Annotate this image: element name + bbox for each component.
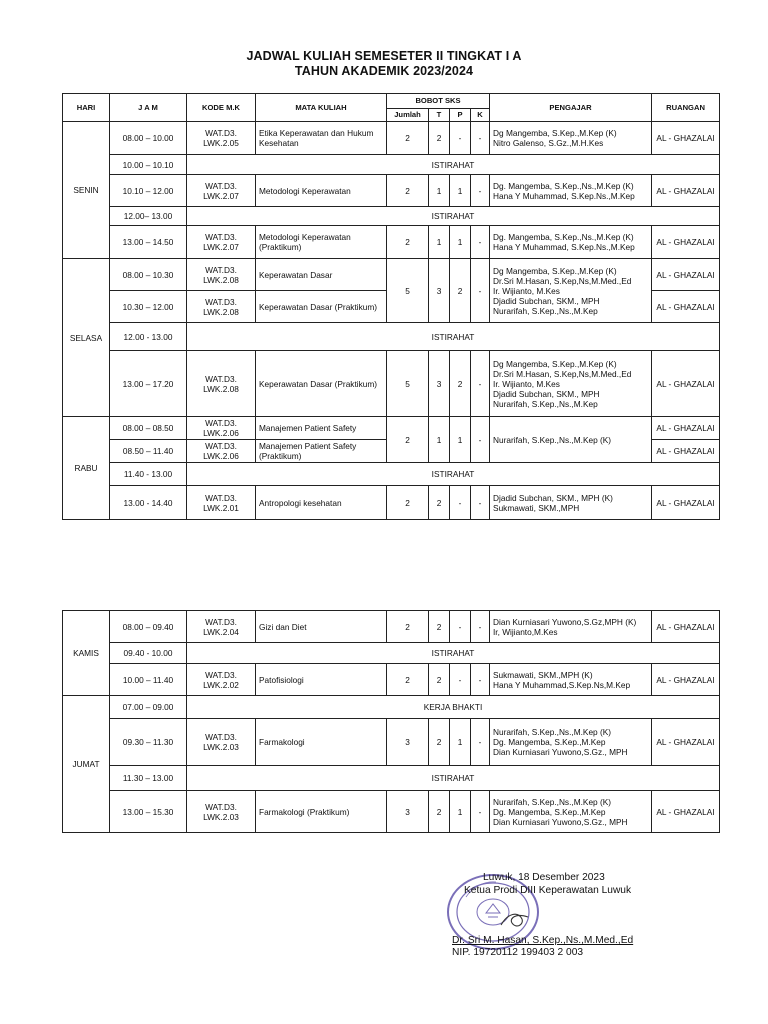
t-cell: 3 (429, 351, 450, 417)
table-row (63, 664, 720, 696)
jam-cell: 08.50 – 11.40 (110, 440, 187, 463)
table-row (63, 122, 720, 155)
table-row (63, 155, 720, 175)
kode-cell: WAT.D3. LWK.2.05 (187, 122, 256, 155)
k-cell: - (471, 175, 490, 207)
jumlah-cell: 5 (387, 351, 429, 417)
jumlah-cell: 2 (387, 611, 429, 643)
jam-cell: 13.00 – 14.50 (110, 226, 187, 259)
pengajar-cell: Dg Mangemba, S.Kep.,M.Kep (K) Dr.Sri M.Hasan, S.Kep,Ns,M.Med.,Ed Ir. Wijianto, M.Kes Djadid Subchan, SKM., MPH Nurarifah, S.Kep.,Ns.,M.Kep (490, 259, 652, 323)
ruangan-cell: AL - GHAZALAI (652, 122, 720, 155)
day-label: JUMAT (63, 696, 110, 833)
table-row (63, 226, 720, 259)
k-cell: - (471, 259, 490, 323)
ruangan-cell: AL - GHAZALAI (652, 351, 720, 417)
header-t: T (429, 109, 450, 122)
pengajar-cell: Dian Kurniasari Yuwono,S.Gz,MPH (K) Ir, Wijianto,M.Kes (490, 611, 652, 643)
pengajar-cell: Sukmawati, SKM.,MPH (K) Hana Y Muhammad,S.Kep.Ns,M.Kep (490, 664, 652, 696)
kerja-bhakti-label: KERJA BHAKTI (187, 696, 720, 719)
jumlah-cell: 2 (387, 175, 429, 207)
mata-kuliah-cell: Etika Keperawatan dan Hukum Kesehatan (256, 122, 387, 155)
kode-cell: WAT.D3. LWK.2.08 (187, 259, 256, 291)
k-cell: - (471, 664, 490, 696)
t-cell: 1 (429, 226, 450, 259)
pengajar-cell: Nurarifah, S.Kep.,Ns.,M.Kep (K) Dg. Mangemba, S.Kep.,M.Kep Dian Kurniasari Yuwono,S.Gz., MPH (490, 719, 652, 766)
day-label: KAMIS (63, 611, 110, 696)
kode-cell: WAT.D3. LWK.2.02 (187, 664, 256, 696)
pengajar-cell: Dg Mangemba, S.Kep.,M.Kep (K) Dr.Sri M.Hasan, S.Kep,Ns,M.Med.,Ed Ir. Wijianto, M.Kes Djadid Subchan, SKM., MPH Nurarifah, S.Kep.,Ns.,M.Kep (490, 351, 652, 417)
ruangan-cell: AL - GHAZALAI (652, 719, 720, 766)
break-label: ISTIRAHAT (187, 323, 720, 351)
mata-kuliah-cell: Farmakologi (256, 719, 387, 766)
jam-cell: 07.00 – 09.00 (110, 696, 187, 719)
jam-cell: 13.00 – 15.30 (110, 791, 187, 833)
ruangan-cell: AL - GHAZALAI (652, 175, 720, 207)
p-cell: 1 (450, 175, 471, 207)
table-row (63, 486, 720, 520)
jam-cell: 10.00 – 10.10 (110, 155, 187, 175)
jam-cell: 12.00– 13.00 (110, 207, 187, 226)
ruangan-cell: AL - GHAZALAI (652, 417, 720, 440)
schedule-table-2 (62, 610, 720, 833)
jam-cell: 08.00 – 08.50 (110, 417, 187, 440)
signature-name: Dr. Sri M. Hasan, S.Kep.,Ns.,M.Med.,Ed (452, 935, 634, 946)
p-cell: - (450, 611, 471, 643)
kode-cell: WAT.D3. LWK.2.04 (187, 611, 256, 643)
mata-kuliah-cell: Patofisiologi (256, 664, 387, 696)
signature-place-date: Luwuk, 18 Desember 2023 (483, 872, 605, 883)
signature-role: Ketua Prodi DIII Keperawatan Luwuk (464, 885, 632, 896)
jam-cell: 11.40 - 13.00 (110, 463, 187, 486)
k-cell: - (471, 611, 490, 643)
mata-kuliah-cell: Metodologi Keperawatan (256, 175, 387, 207)
p-cell: 1 (450, 791, 471, 833)
table-row (63, 791, 720, 833)
k-cell: - (471, 719, 490, 766)
ruangan-cell: AL - GHAZALAI (652, 440, 720, 463)
p-cell: 2 (450, 351, 471, 417)
pengajar-cell: Dg. Mangemba, S.Kep.,Ns.,M.Kep (K) Hana Y Muhammad, S.Kep.Ns.,M.Kep (490, 175, 652, 207)
day-label: SELASA (63, 259, 110, 417)
jam-cell: 08.00 – 09.40 (110, 611, 187, 643)
kode-cell: WAT.D3. LWK.2.06 (187, 417, 256, 440)
k-cell: - (471, 417, 490, 463)
header-pengajar: PENGAJAR (490, 94, 652, 122)
header-bobot-sks: BOBOT SKS (387, 94, 490, 109)
document-title-line2: TAHUN AKADEMIK 2023/2024 (294, 64, 474, 78)
table-row (63, 643, 720, 664)
k-cell: - (471, 486, 490, 520)
p-cell: - (450, 486, 471, 520)
t-cell: 1 (429, 417, 450, 463)
jumlah-cell: 3 (387, 719, 429, 766)
jumlah-cell: 2 (387, 664, 429, 696)
t-cell: 1 (429, 175, 450, 207)
jam-cell: 08.00 – 10.00 (110, 122, 187, 155)
table-row (63, 766, 720, 791)
ruangan-cell: AL - GHAZALAI (652, 611, 720, 643)
mata-kuliah-cell: Manajemen Patient Safety (Praktikum) (256, 440, 387, 463)
pengajar-cell: Dg Mangemba, S.Kep.,M.Kep (K) Nitro Galenso, S.Gz.,M.H.Kes (490, 122, 652, 155)
k-cell: - (471, 351, 490, 417)
break-label: ISTIRAHAT (187, 766, 720, 791)
table-row (63, 351, 720, 417)
p-cell: 1 (450, 719, 471, 766)
k-cell: - (471, 226, 490, 259)
kode-cell: WAT.D3. LWK.2.07 (187, 175, 256, 207)
p-cell: - (450, 664, 471, 696)
kode-cell: WAT.D3. LWK.2.03 (187, 719, 256, 766)
mata-kuliah-cell: Keperawatan Dasar (Praktikum) (256, 291, 387, 323)
p-cell: 1 (450, 417, 471, 463)
header-p: P (450, 109, 471, 122)
jam-cell: 11.30 – 13.00 (110, 766, 187, 791)
ruangan-cell: AL - GHAZALAI (652, 259, 720, 291)
kode-cell: WAT.D3. LWK.2.08 (187, 291, 256, 323)
header-jumlah: Jumlah (387, 109, 429, 122)
t-cell: 3 (429, 259, 450, 323)
table-row (63, 719, 720, 766)
jam-cell: 13.00 – 17.20 (110, 351, 187, 417)
pengajar-cell: Djadid Subchan, SKM., MPH (K) Sukmawati, SKM.,MPH (490, 486, 652, 520)
header-ruangan: RUANGAN (652, 94, 720, 122)
mata-kuliah-cell: Metodologi Keperawatan (Praktikum) (256, 226, 387, 259)
t-cell: 2 (429, 664, 450, 696)
header-kode: KODE M.K (187, 94, 256, 122)
jam-cell: 09.40 - 10.00 (110, 643, 187, 664)
ruangan-cell: AL - GHAZALAI (652, 791, 720, 833)
k-cell: - (471, 791, 490, 833)
jumlah-cell: 2 (387, 226, 429, 259)
jumlah-cell: 2 (387, 417, 429, 463)
jam-cell: 08.00 – 10.30 (110, 259, 187, 291)
document-title-line1: JADWAL KULIAH SEMESETER II TINGKAT I A (246, 49, 522, 63)
mata-kuliah-cell: Keperawatan Dasar (256, 259, 387, 291)
kode-cell: WAT.D3. LWK.2.08 (187, 351, 256, 417)
t-cell: 2 (429, 719, 450, 766)
kode-cell: WAT.D3. LWK.2.01 (187, 486, 256, 520)
jam-cell: 10.00 – 11.40 (110, 664, 187, 696)
t-cell: 2 (429, 486, 450, 520)
p-cell: 2 (450, 259, 471, 323)
header-mata-kuliah: MATA KULIAH (256, 94, 387, 122)
ruangan-cell: AL - GHAZALAI (652, 664, 720, 696)
k-cell: - (471, 122, 490, 155)
jumlah-cell: 3 (387, 791, 429, 833)
t-cell: 2 (429, 122, 450, 155)
mata-kuliah-cell: Gizi dan Diet (256, 611, 387, 643)
header-k: K (471, 109, 490, 122)
jam-cell: 10.10 – 12.00 (110, 175, 187, 207)
ruangan-cell: AL - GHAZALAI (652, 486, 720, 520)
day-label: SENIN (63, 122, 110, 259)
t-cell: 2 (429, 611, 450, 643)
table-row (63, 323, 720, 351)
table-row (63, 207, 720, 226)
day-label: RABU (63, 417, 110, 520)
header-jam: J A M (110, 94, 187, 122)
jumlah-cell: 2 (387, 486, 429, 520)
mata-kuliah-cell: Farmakologi (Praktikum) (256, 791, 387, 833)
kode-cell: WAT.D3. LWK.2.03 (187, 791, 256, 833)
table-row (63, 611, 720, 643)
mata-kuliah-cell: Manajemen Patient Safety (256, 417, 387, 440)
header-hari: HARI (63, 94, 110, 122)
ruangan-cell: AL - GHAZALAI (652, 291, 720, 323)
jumlah-cell: 2 (387, 122, 429, 155)
table-row (63, 417, 720, 440)
pengajar-cell: Dg. Mangemba, S.Kep.,Ns.,M.Kep (K) Hana Y Muhammad, S.Kep.Ns.,M.Kep (490, 226, 652, 259)
table-row (63, 175, 720, 207)
signature-nip: NIP. 19720112 199403 2 003 (452, 947, 584, 958)
ruangan-cell: AL - GHAZALAI (652, 226, 720, 259)
pengajar-cell: Nurarifah, S.Kep.,Ns.,M.Kep (K) (490, 417, 652, 463)
break-label: ISTIRAHAT (187, 643, 720, 664)
pengajar-cell: Nurarifah, S.Kep.,Ns.,M.Kep (K) Dg. Mangemba, S.Kep.,M.Kep Dian Kurniasari Yuwono,S.Gz., MPH (490, 791, 652, 833)
jam-cell: 13.00 - 14.40 (110, 486, 187, 520)
schedule-table-1 (62, 93, 720, 520)
table-row (63, 463, 720, 486)
kode-cell: WAT.D3. LWK.2.07 (187, 226, 256, 259)
table-row (63, 259, 720, 291)
jam-cell: 10.30 – 12.00 (110, 291, 187, 323)
t-cell: 2 (429, 791, 450, 833)
kode-cell: WAT.D3. LWK.2.06 (187, 440, 256, 463)
mata-kuliah-cell: Keperawatan Dasar (Praktikum) (256, 351, 387, 417)
break-label: ISTIRAHAT (187, 207, 720, 226)
jam-cell: 12.00 - 13.00 (110, 323, 187, 351)
mata-kuliah-cell: Antropologi kesehatan (256, 486, 387, 520)
jam-cell: 09.30 – 11.30 (110, 719, 187, 766)
p-cell: 1 (450, 226, 471, 259)
jumlah-cell: 5 (387, 259, 429, 323)
break-label: ISTIRAHAT (187, 463, 720, 486)
table-row (63, 696, 720, 719)
p-cell: - (450, 122, 471, 155)
break-label: ISTIRAHAT (187, 155, 720, 175)
